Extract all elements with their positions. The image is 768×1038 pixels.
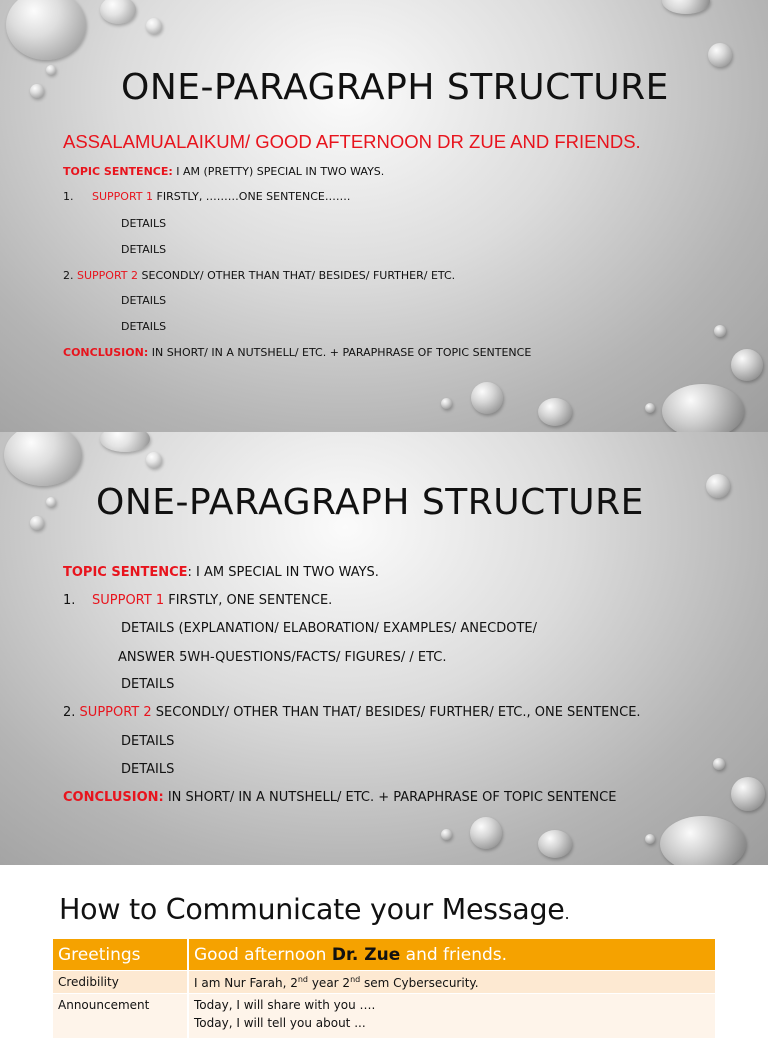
water-drop-decoration — [441, 398, 452, 409]
water-drop-decoration — [660, 816, 746, 865]
water-drop-decoration — [645, 834, 655, 844]
support-1-text: FIRSTLY, ONE SENTENCE. — [164, 593, 332, 608]
topic-sentence-label: TOPIC SENTENCE — [63, 565, 188, 580]
topic-sentence-line — [63, 165, 384, 178]
slide-title — [59, 893, 569, 926]
water-drop-decoration — [731, 349, 763, 381]
support-2-label: SUPPORT 2 — [80, 705, 152, 720]
water-drop-decoration — [46, 497, 56, 507]
greeting-line: ASSALAMUALAIKUM/ GOOD AFTERNOON DR ZUE AND FRIENDS. — [63, 131, 641, 153]
support-2-label: SUPPORT 2 — [77, 269, 138, 282]
support-1-line — [63, 593, 332, 608]
support-1-text: FIRSTLY, ………ONE SENTENCE……. — [153, 190, 350, 203]
water-drop-decoration — [30, 84, 44, 98]
table-header-row — [53, 939, 715, 971]
water-drop-decoration — [441, 829, 452, 840]
details-explanation-line: DETAILS (EXPLANATION/ ELABORATION/ EXAMPLES/ ANECDOTE/ — [121, 621, 537, 636]
slide-2 — [0, 432, 768, 865]
item-number: 1. — [63, 190, 92, 203]
details-line: DETAILS — [121, 677, 174, 692]
water-drop-decoration — [46, 65, 56, 75]
water-drop-decoration — [714, 325, 726, 337]
support-2-line — [63, 705, 641, 720]
water-drop-decoration — [706, 474, 730, 498]
water-drop-decoration — [538, 398, 572, 426]
topic-sentence-text: I AM (PRETTY) SPECIAL IN TWO WAYS. — [173, 165, 385, 178]
item-number: 1. — [63, 593, 92, 608]
support-2-line — [63, 269, 455, 282]
details-line: DETAILS — [121, 294, 166, 307]
announcement-line-2: Today, I will tell you about ... — [194, 1016, 710, 1030]
greeting-pre: Good afternoon — [194, 945, 332, 965]
support-1-label: SUPPORT 1 — [92, 593, 164, 608]
support-1-line — [63, 190, 350, 203]
topic-sentence-line — [63, 565, 379, 580]
table-row — [53, 971, 715, 994]
details-line: DETAILS — [121, 243, 166, 256]
water-drop-decoration — [100, 0, 136, 24]
slide-title: ONE-PARAGRAPH STRUCTURE — [96, 482, 644, 523]
message-table — [53, 939, 715, 1038]
slide-title-text: How to Communicate your Message — [59, 893, 564, 926]
header-greeting-text — [188, 939, 715, 971]
row-text-announcement — [188, 994, 715, 1038]
water-drop-decoration — [645, 403, 655, 413]
water-drop-decoration — [470, 817, 502, 849]
water-drop-decoration — [146, 18, 162, 34]
conclusion-label: CONCLUSION: — [63, 346, 148, 359]
water-drop-decoration — [146, 452, 162, 468]
ordinal-sup: nd — [350, 975, 360, 984]
water-drop-decoration — [713, 758, 725, 770]
slide-title-period: . — [564, 904, 569, 923]
conclusion-text: IN SHORT/ IN A NUTSHELL/ ETC. + PARAPHRASE OF TOPIC SENTENCE — [148, 346, 531, 359]
water-drop-decoration — [708, 43, 732, 67]
credibility-text-c: sem Cybersecurity. — [360, 976, 478, 990]
details-answer-line: ANSWER 5WH-QUESTIONS/FACTS/ FIGURES/ / ETC. — [118, 650, 447, 665]
water-drop-decoration — [6, 0, 86, 60]
item-number: 2. — [63, 705, 75, 720]
details-line: DETAILS — [121, 320, 166, 333]
water-drop-decoration — [471, 382, 503, 414]
item-number: 2. — [63, 269, 74, 282]
row-text-credibility — [188, 971, 715, 994]
ordinal-sup: nd — [298, 975, 308, 984]
greeting-post: and friends. — [400, 945, 507, 965]
support-2-text: SECONDLY/ OTHER THAN THAT/ BESIDES/ FURTHER/ ETC., ONE SENTENCE. — [152, 705, 641, 720]
support-1-label: SUPPORT 1 — [92, 190, 153, 203]
water-drop-decoration — [662, 384, 744, 432]
row-label-credibility: Credibility — [53, 971, 188, 994]
slide-3 — [0, 865, 768, 1024]
water-drop-decoration — [4, 432, 82, 486]
greeting-name: Dr. Zue — [332, 945, 400, 965]
conclusion-line — [63, 790, 616, 805]
slide-title: ONE-PARAGRAPH STRUCTURE — [121, 67, 669, 108]
conclusion-label: CONCLUSION: — [63, 790, 164, 805]
water-drop-decoration — [30, 516, 44, 530]
water-drop-decoration — [731, 777, 765, 811]
slide-1 — [0, 0, 768, 432]
conclusion-text: IN SHORT/ IN A NUTSHELL/ ETC. + PARAPHRASE OF TOPIC SENTENCE — [164, 790, 617, 805]
header-greetings: Greetings — [53, 939, 188, 971]
topic-sentence-label: TOPIC SENTENCE: — [63, 165, 173, 178]
water-drop-decoration — [662, 0, 710, 14]
credibility-text-a: I am Nur Farah, 2 — [194, 976, 298, 990]
credibility-text-b: year 2 — [308, 976, 350, 990]
announcement-line-1: Today, I will share with you …. — [194, 998, 710, 1012]
details-line: DETAILS — [121, 762, 174, 777]
conclusion-line — [63, 346, 531, 359]
table-row — [53, 994, 715, 1038]
water-drop-decoration — [538, 830, 572, 858]
support-2-text: SECONDLY/ OTHER THAN THAT/ BESIDES/ FURTHER/ ETC. — [138, 269, 455, 282]
row-label-announcement: Announcement — [53, 994, 188, 1038]
details-line: DETAILS — [121, 217, 166, 230]
topic-sentence-text: : I AM SPECIAL IN TWO WAYS. — [188, 565, 379, 580]
water-drop-decoration — [100, 432, 150, 452]
details-line: DETAILS — [121, 734, 174, 749]
